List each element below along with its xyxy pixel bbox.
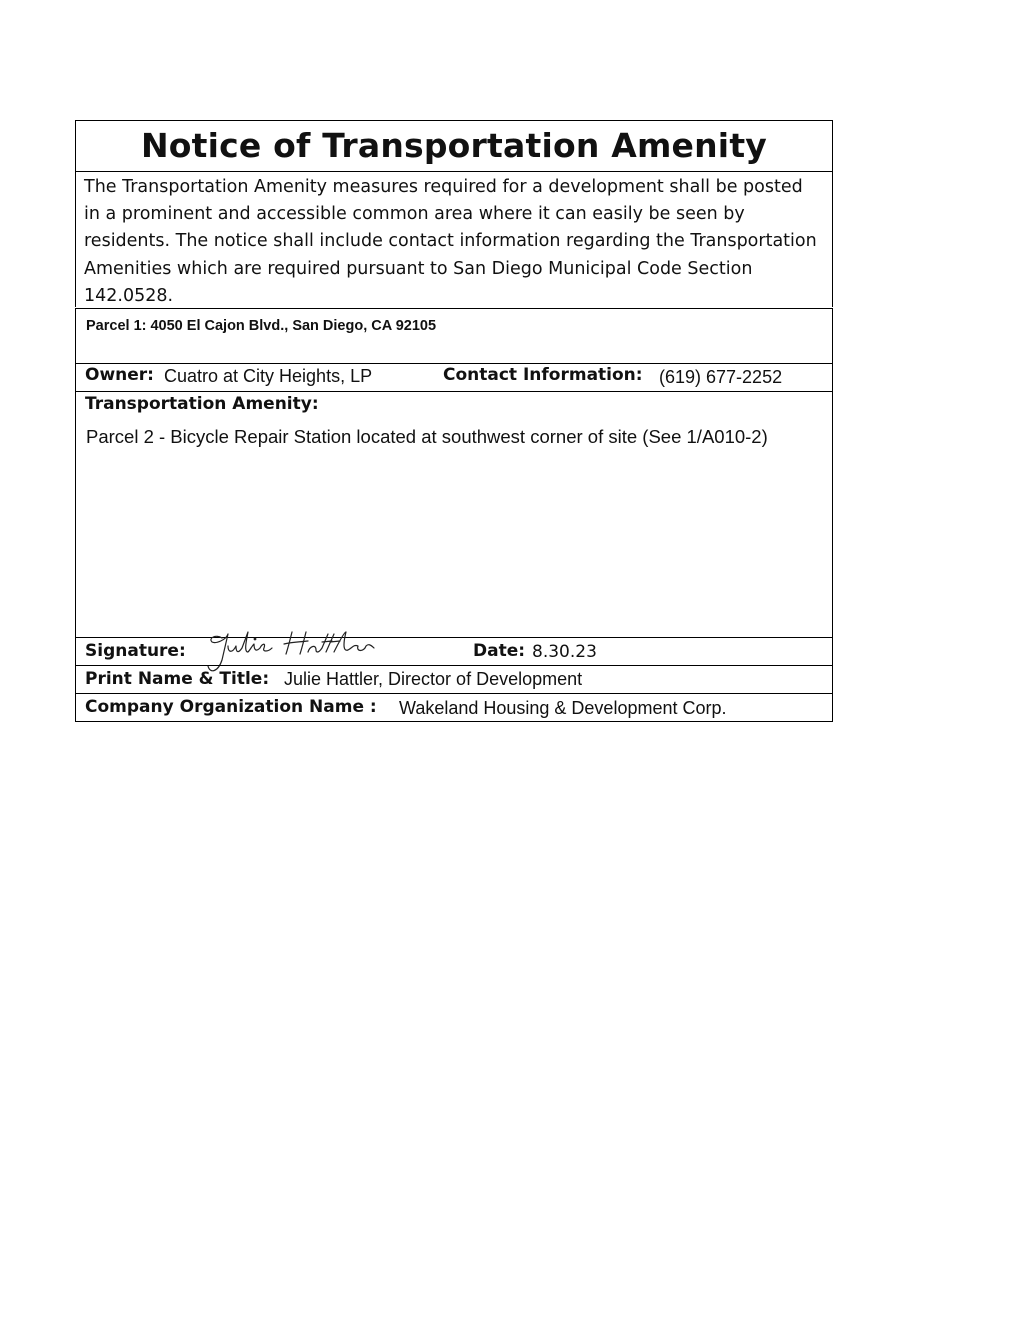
date-label: Date: [473, 641, 526, 661]
intro-paragraph: The Transportation Amenity measures required for a development shall be posted in a prominent and accessible common area where it can easily be seen by residents. The notice shall include contact information regarding the Transportation Amenities which are required pursuant to San Diego Municipal Code Section 142.0528. [75, 171, 833, 307]
owner-contact-row [75, 363, 833, 391]
parcel-1-row [75, 308, 833, 363]
contact-label: Contact Information: [443, 365, 643, 385]
date-value: 8.30.23 [532, 642, 597, 662]
owner-label: Owner: [85, 365, 154, 385]
print-name-value: Julie Hattler, Director of Development [284, 669, 583, 689]
amenity-row [75, 391, 833, 637]
company-row [75, 693, 833, 722]
signature-label: Signature: [85, 641, 186, 661]
company-label: Company Organization Name : [85, 697, 377, 717]
parcel-1-address: Parcel 1: 4050 El Cajon Blvd., San Diego, CA 92105 [86, 318, 437, 334]
amenity-value: Parcel 2 - Bicycle Repair Station located at southwest corner of site (See 1/A010-2) [86, 426, 768, 447]
signature-row [75, 637, 833, 665]
company-value: Wakeland Housing & Development Corp. [399, 698, 727, 718]
print-name-label: Print Name & Title: [85, 669, 270, 689]
owner-value: Cuatro at City Heights, LP [164, 366, 373, 386]
print-name-row [75, 665, 833, 693]
amenity-label: Transportation Amenity: [85, 394, 319, 414]
contact-value: (619) 677-2252 [659, 367, 783, 387]
form-title: Notice of Transportation Amenity [75, 120, 833, 171]
